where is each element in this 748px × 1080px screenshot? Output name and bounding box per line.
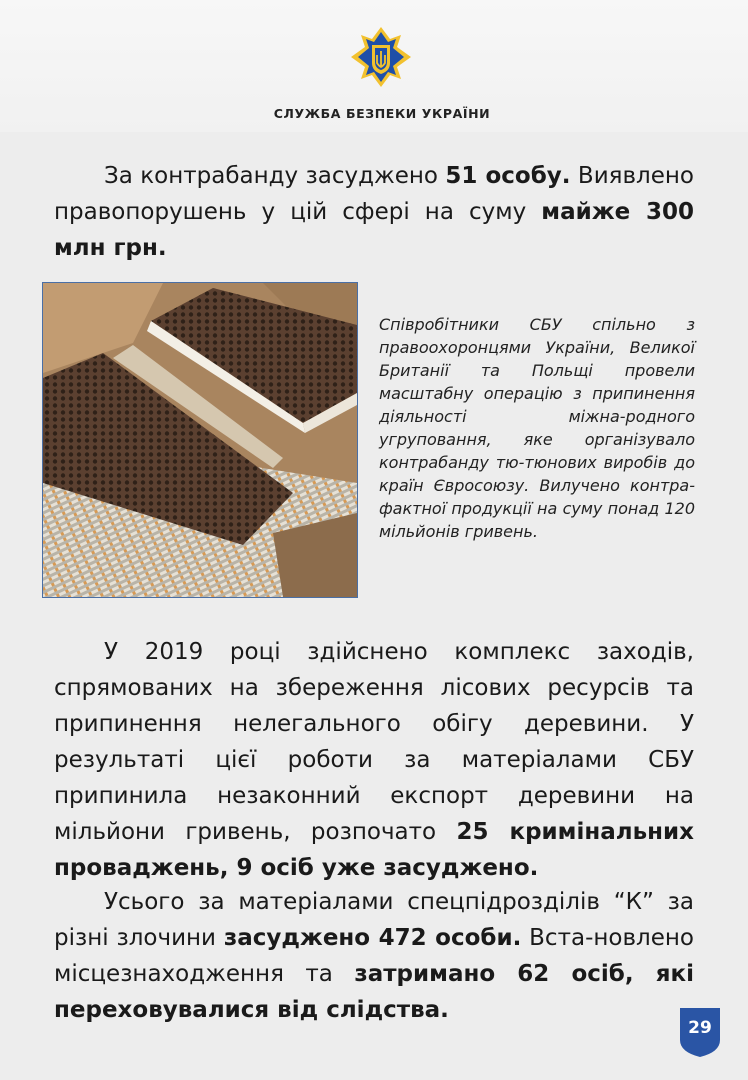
cigarettes-in-box-photo [42, 282, 358, 598]
photo-caption: Співробітники СБУ спільно з правоохоронцями України, Великої Британії та Польщі провели масштабну операцію з припинення діяльності міжна-родного угруповання, яке організувало контрабанду тю-тюнових виробів до країн Євросоюзу. Вилучено контра-фактної продукції на суму понад 120 мільйонів гривень. [379, 315, 695, 541]
paragraph-timber [54, 634, 694, 886]
p1-bold-1: 51 особу. [445, 163, 571, 189]
page-number: 29 [688, 1018, 712, 1038]
p2-bold-1: 25 кримінальних проваджень, 9 осіб уже засуджено. [54, 819, 694, 881]
p1-bold-2: майже 300 млн грн. [54, 199, 694, 261]
p1-text-1: За контрабанду засуджено [104, 163, 446, 189]
p1-text-2: Виявлено правопорушень у цій сфері на суму [54, 163, 694, 225]
p3-text-2: Вста-новлено місцезнаходження та [54, 925, 694, 987]
paragraph-cyber [54, 884, 694, 1028]
sbu-emblem-icon [349, 25, 413, 89]
page-header [0, 0, 748, 132]
p2-text-1: У 2019 році здійснено комплекс заходів, спрямованих на збереження лісових ресурсів та припинення нелегального обігу деревини. У результаті цієї роботи за матеріалами СБУ припинила незаконний експорт деревини на мільйони гривень, розпочато [54, 639, 694, 845]
p3-text-1: Усього за матеріалами спецпідрозділів “К” за різні злочини [54, 889, 694, 951]
paragraph-smuggling [54, 158, 694, 266]
p3-bold-2: затримано 62 осіб, які переховувалися від слідства. [54, 961, 694, 1023]
org-name: СЛУЖБА БЕЗПЕКИ УКРАЇНИ [273, 106, 491, 121]
p3-bold-1: засуджено 472 особи. [223, 925, 522, 951]
